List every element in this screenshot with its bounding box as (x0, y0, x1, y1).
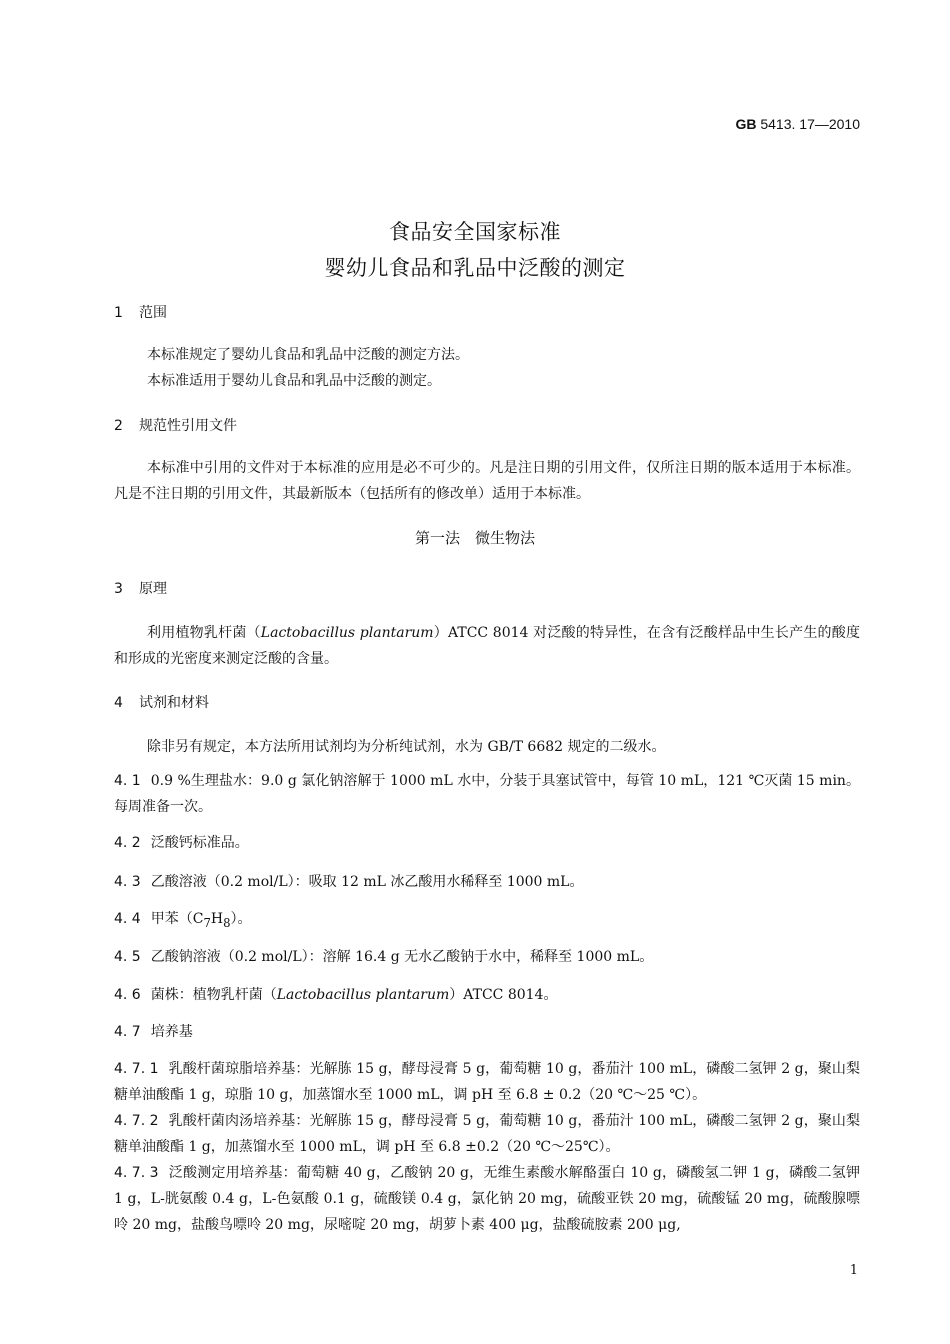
item-text: 培养基 (150, 1024, 193, 1040)
section-1-title: 范围 (139, 305, 167, 321)
section-2-heading (114, 415, 237, 435)
item-4-7 (114, 1019, 860, 1045)
item-4-7-2 (114, 1108, 860, 1160)
subscript: 8 (223, 915, 231, 930)
item-text: 菌株：植物乳杆菌（ (150, 987, 277, 1003)
item-text: 乙酸溶液（0.2 mol/L）：吸取 12 mL 冰乙酸用水稀释至 1000 mL。 (150, 874, 584, 890)
section-4-heading (114, 692, 209, 712)
item-text: 乙酸钠溶液（0.2 mol/L）：溶解 16.4 g 无水乙酸钠于水中，稀释至 1000 mL。 (150, 949, 654, 965)
item-text: 泛酸钙标准品。 (150, 835, 249, 851)
section-1-heading (114, 302, 167, 322)
item-4-6 (114, 982, 860, 1008)
section-4-paragraph: 除非另有规定，本方法所用试剂均为分析纯试剂，水为 GB/T 6682 规定的二级水。 (147, 739, 666, 755)
item-number: 4. 6 (114, 987, 141, 1003)
item-4-2 (114, 830, 860, 856)
standard-number (735, 116, 860, 132)
item-text: 泛酸测定用培养基：葡萄糖 40 g，乙酸钠 20 g，无维生素酸水解酪蛋白 10 g，磷酸氢二钾 1 g，磷酸二氢钾 1 g，L-胱氨酸 0.4 g，L-色氨酸 0.1 g，硫酸镁 0.4 g，氯化钠 20 mg，硫酸亚铁 20 mg，硫酸锰 20 mg，硫酸腺嘌呤 20 mg，盐酸鸟嘌呤 20 mg，尿嘧啶 20 mg，胡萝卜素 400 μg，盐酸硫胺素 200 μg, (114, 1165, 860, 1233)
text-segment: 利用植物乳杆菌（ (147, 625, 261, 641)
standard-code: 5413. 17—2010 (760, 116, 860, 132)
item-text: 乳酸杆菌琼脂培养基：光解胨 15 g，酵母浸膏 5 g，葡萄糖 10 g，番茄汁 100 mL，磷酸二氢钾 2 g，聚山梨糖单油酸酯 1 g，琼脂 10 g，加蒸馏水至 1000 mL，调 pH 至 6.8 ± 0.2（20 ℃～25 ℃）。 (114, 1061, 860, 1103)
item-number: 4. 4 (114, 911, 141, 927)
item-text: 0.9 %生理盐水：9.0 g 氯化钠溶解于 1000 mL 水中，分装于具塞试管中，每管 10 mL，121 ℃灭菌 15 min。每周准备一次。 (114, 773, 860, 815)
item-4-3 (114, 869, 860, 895)
method-1-heading: 第一法 微生物法 (414, 529, 535, 547)
page-number: 1 (849, 1263, 858, 1278)
section-2-paragraph: 本标准中引用的文件对于本标准的应用是必不可少的。凡是注日期的引用文件，仅所注日期的版本适用于本标准。凡是不注日期的引用文件，其最新版本（包括所有的修改单）适用于本标准。 (114, 460, 860, 502)
item-text: H (210, 911, 224, 927)
title-line-1: 食品安全国家标准 (389, 220, 561, 244)
latin-species-name: Lactobacillus plantarum (276, 987, 450, 1003)
item-number: 4. 7 (114, 1024, 141, 1040)
section-1-number: 1 (114, 305, 123, 321)
item-number: 4. 7. 3 (114, 1165, 159, 1181)
section-4-title: 试剂和材料 (139, 695, 209, 711)
item-number: 4. 5 (114, 949, 141, 965)
section-1-paragraph-1: 本标准规定了婴幼儿食品和乳品中泛酸的测定方法。 (147, 347, 469, 363)
item-text: 乳酸杆菌肉汤培养基：光解胨 15 g，酵母浸膏 5 g，葡萄糖 10 g，番茄汁 100 mL，磷酸二氢钾 2 g，聚山梨糖单油酸酯 1 g，加蒸馏水至 1000 mL，调 pH 至 6.8 ±0.2（20 ℃～25℃）。 (114, 1113, 860, 1155)
title-line-2: 婴幼儿食品和乳品中泛酸的测定 (324, 256, 626, 280)
text-segment: ）ATCC 8014 对泛酸的特异性，在含有泛酸样品中生长产生的酸度和形成的光密度来测定泛酸的含量。 (114, 625, 861, 667)
standard-prefix: GB (735, 116, 757, 132)
section-2-number: 2 (114, 418, 123, 434)
section-1-paragraph-2: 本标准适用于婴幼儿食品和乳品中泛酸的测定。 (147, 373, 441, 389)
item-number: 4. 7. 2 (114, 1113, 159, 1129)
item-4-4 (114, 906, 860, 936)
section-3-heading (114, 578, 167, 598)
section-3-title: 原理 (139, 581, 167, 597)
section-4-number: 4 (114, 695, 123, 711)
section-3-number: 3 (114, 581, 123, 597)
item-number: 4. 3 (114, 874, 141, 890)
item-4-1 (114, 768, 860, 820)
item-number: 4. 7. 1 (114, 1061, 159, 1077)
item-text: ）。 (230, 911, 252, 927)
item-number: 4. 1 (114, 773, 141, 789)
item-4-7-1 (114, 1056, 860, 1108)
item-4-5 (114, 944, 860, 970)
subscript: 7 (203, 915, 211, 930)
section-2-title: 规范性引用文件 (139, 418, 237, 434)
item-4-7-3 (114, 1160, 860, 1238)
item-text: 甲苯（C (150, 911, 204, 927)
item-number: 4. 2 (114, 835, 141, 851)
section-3-paragraph (114, 620, 860, 672)
latin-species-name: Lactobacillus plantarum (260, 625, 434, 641)
item-text: ）ATCC 8014。 (449, 987, 558, 1003)
